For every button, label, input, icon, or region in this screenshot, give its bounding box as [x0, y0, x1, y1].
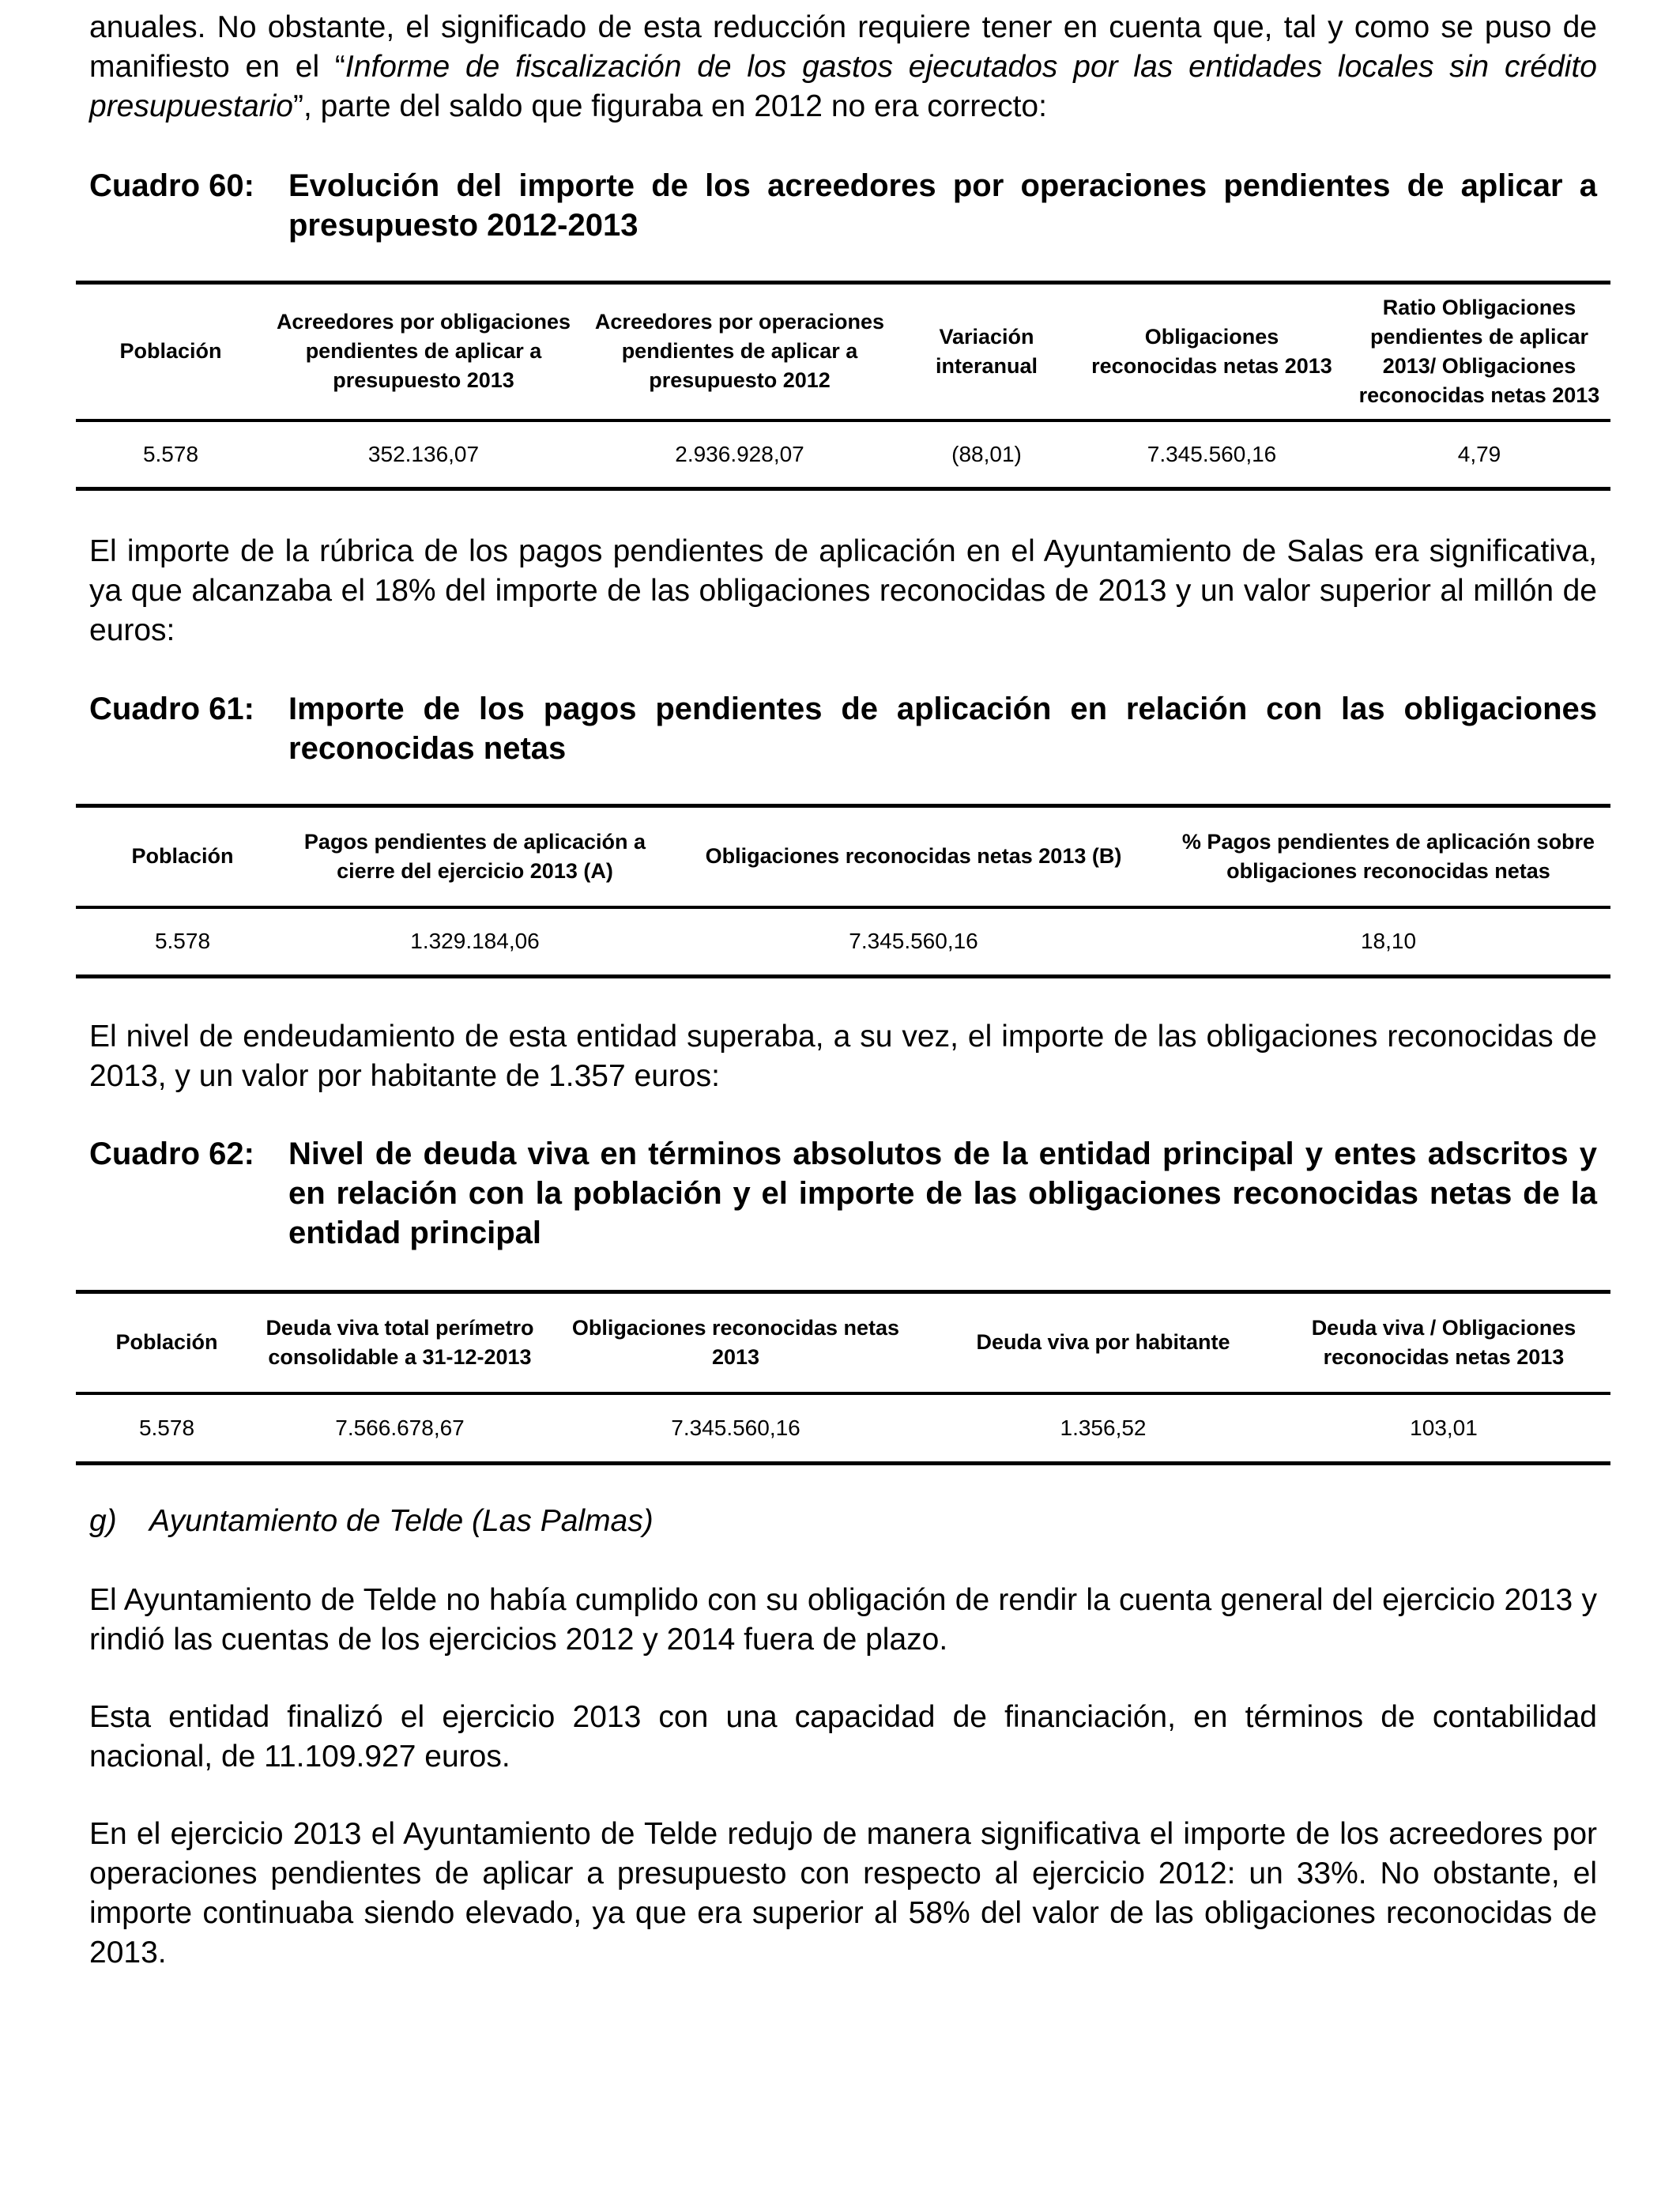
table-cell: 7.345.560,16	[661, 907, 1166, 977]
table-cell: 1.329.184,06	[289, 907, 661, 977]
table-cell: 5.578	[76, 420, 266, 489]
cuadro-62-caption	[89, 1134, 1597, 1253]
table-header: Acreedores por operaciones pendientes de aplicar a presupuesto 2012	[582, 283, 898, 420]
report-title-italic: Informe de fiscalización de los gastos ejecutados por las entidades locales sin crédito presupuestario	[89, 50, 1597, 123]
table-cell: 5.578	[76, 1393, 258, 1464]
table-cell: 7.345.560,16	[542, 1393, 929, 1464]
paragraph-endeudamiento: El nivel de endeudamiento de esta entidad superaba, a su vez, el importe de las obligaciones reconocidas de 2013, y un valor por habitante de 1.357 euros:	[89, 1020, 1597, 1093]
table-cell: (88,01)	[898, 420, 1075, 489]
table-header: Deuda viva / Obligaciones reconocidas netas 2013	[1277, 1292, 1610, 1393]
section-title: Ayuntamiento de Telde (Las Palmas)	[149, 1504, 654, 1538]
table-header: Variación interanual	[898, 283, 1075, 420]
table-header: Obligaciones reconocidas netas 2013	[542, 1292, 929, 1393]
table-header: Obligaciones reconocidas netas 2013	[1075, 283, 1348, 420]
table-header: Ratio Obligaciones pendientes de aplicar 2013/ Obligaciones reconocidas netas 2013	[1348, 283, 1610, 420]
table-cell: 352.136,07	[266, 420, 582, 489]
table-row	[76, 907, 1610, 977]
intro-text-end: ”, parte del saldo que figuraba en 2012 no era correcto:	[293, 89, 1047, 123]
intro-paragraph	[89, 8, 1597, 126]
paragraph-telde-financiacion: Esta entidad finalizó el ejercicio 2013 con una capacidad de financiación, en términos de contabilidad nacional, de 11.109.927 euros.	[89, 1700, 1597, 1774]
table-row	[76, 1393, 1610, 1464]
section-letter: g)	[89, 1504, 117, 1538]
cuadro-60-title: Evolución del importe de los acreedores por operaciones pendientes de aplicar a presupuesto 2012-2013	[288, 168, 1597, 243]
cuadro-60-caption	[89, 166, 1597, 245]
table-row	[76, 420, 1610, 489]
table-header: Población	[76, 806, 289, 907]
table-cell: 4,79	[1348, 420, 1610, 489]
table-header-row	[76, 283, 1610, 420]
table-header: % Pagos pendientes de aplicación sobre obligaciones reconocidas netas	[1166, 806, 1610, 907]
table-cell: 18,10	[1166, 907, 1610, 977]
cuadro-61-title: Importe de los pagos pendientes de aplicación en relación con las obligaciones reconocidas netas	[288, 692, 1597, 766]
section-g-heading	[89, 1502, 654, 1541]
cuadro-62-table	[76, 1290, 1610, 1465]
table-cell: 7.345.560,16	[1075, 420, 1348, 489]
table-header: Población	[76, 283, 266, 420]
table-header: Pagos pendientes de aplicación a cierre del ejercicio 2013 (A)	[289, 806, 661, 907]
cuadro-61-label: Cuadro 61:	[89, 692, 254, 726]
cuadro-61-caption	[89, 689, 1597, 768]
cuadro-60-table	[76, 281, 1610, 491]
table-cell: 103,01	[1277, 1393, 1610, 1464]
table-cell: 5.578	[76, 907, 289, 977]
table-header-row	[76, 806, 1610, 907]
cuadro-62-label: Cuadro 62:	[89, 1137, 254, 1171]
intro-text-start: anuales. No obstante, el significado de esta reducción requiere tener en cuenta que, tal y como se puso de manifiesto en el “	[89, 10, 1597, 84]
table-header: Deuda viva total perímetro consolidable a 31-12-2013	[258, 1292, 542, 1393]
paragraph-salas-pagos: El importe de la rúbrica de los pagos pendientes de aplicación en el Ayuntamiento de Salas era significativa, ya que alcanzaba el 18% del importe de las obligaciones reconocidas de 2013 y un valor superior al millón de euros:	[89, 534, 1597, 647]
cuadro-62-title: Nivel de deuda viva en términos absolutos de la entidad principal y entes adscritos y en relación con la población y el importe de las obligaciones reconocidas netas de la entidad principal	[288, 1137, 1597, 1250]
paragraph-telde-cuenta: El Ayuntamiento de Telde no había cumplido con su obligación de rendir la cuenta general del ejercicio 2013 y rindió las cuentas de los ejercicios 2012 y 2014 fuera de plazo.	[89, 1583, 1597, 1657]
table-header: Obligaciones reconocidas netas 2013 (B)	[661, 806, 1166, 907]
table-cell: 1.356,52	[929, 1393, 1277, 1464]
table-header: Acreedores por obligaciones pendientes de aplicar a presupuesto 2013	[266, 283, 582, 420]
table-header-row	[76, 1292, 1610, 1393]
table-header: Población	[76, 1292, 258, 1393]
table-cell: 7.566.678,67	[258, 1393, 542, 1464]
cuadro-60-label: Cuadro 60:	[89, 168, 254, 203]
paragraph-telde-acreedores: En el ejercicio 2013 el Ayuntamiento de Telde redujo de manera significativa el importe de los acreedores por operaciones pendientes de aplicar a presupuesto con respecto al ejercicio 2012: un 33%. No obstante, el importe continuaba siendo elevado, ya que era superior al 58% del valor de las obligaciones reconocidas de 2013.	[89, 1817, 1597, 1970]
cuadro-61-table	[76, 804, 1610, 978]
table-header: Deuda viva por habitante	[929, 1292, 1277, 1393]
table-cell: 2.936.928,07	[582, 420, 898, 489]
